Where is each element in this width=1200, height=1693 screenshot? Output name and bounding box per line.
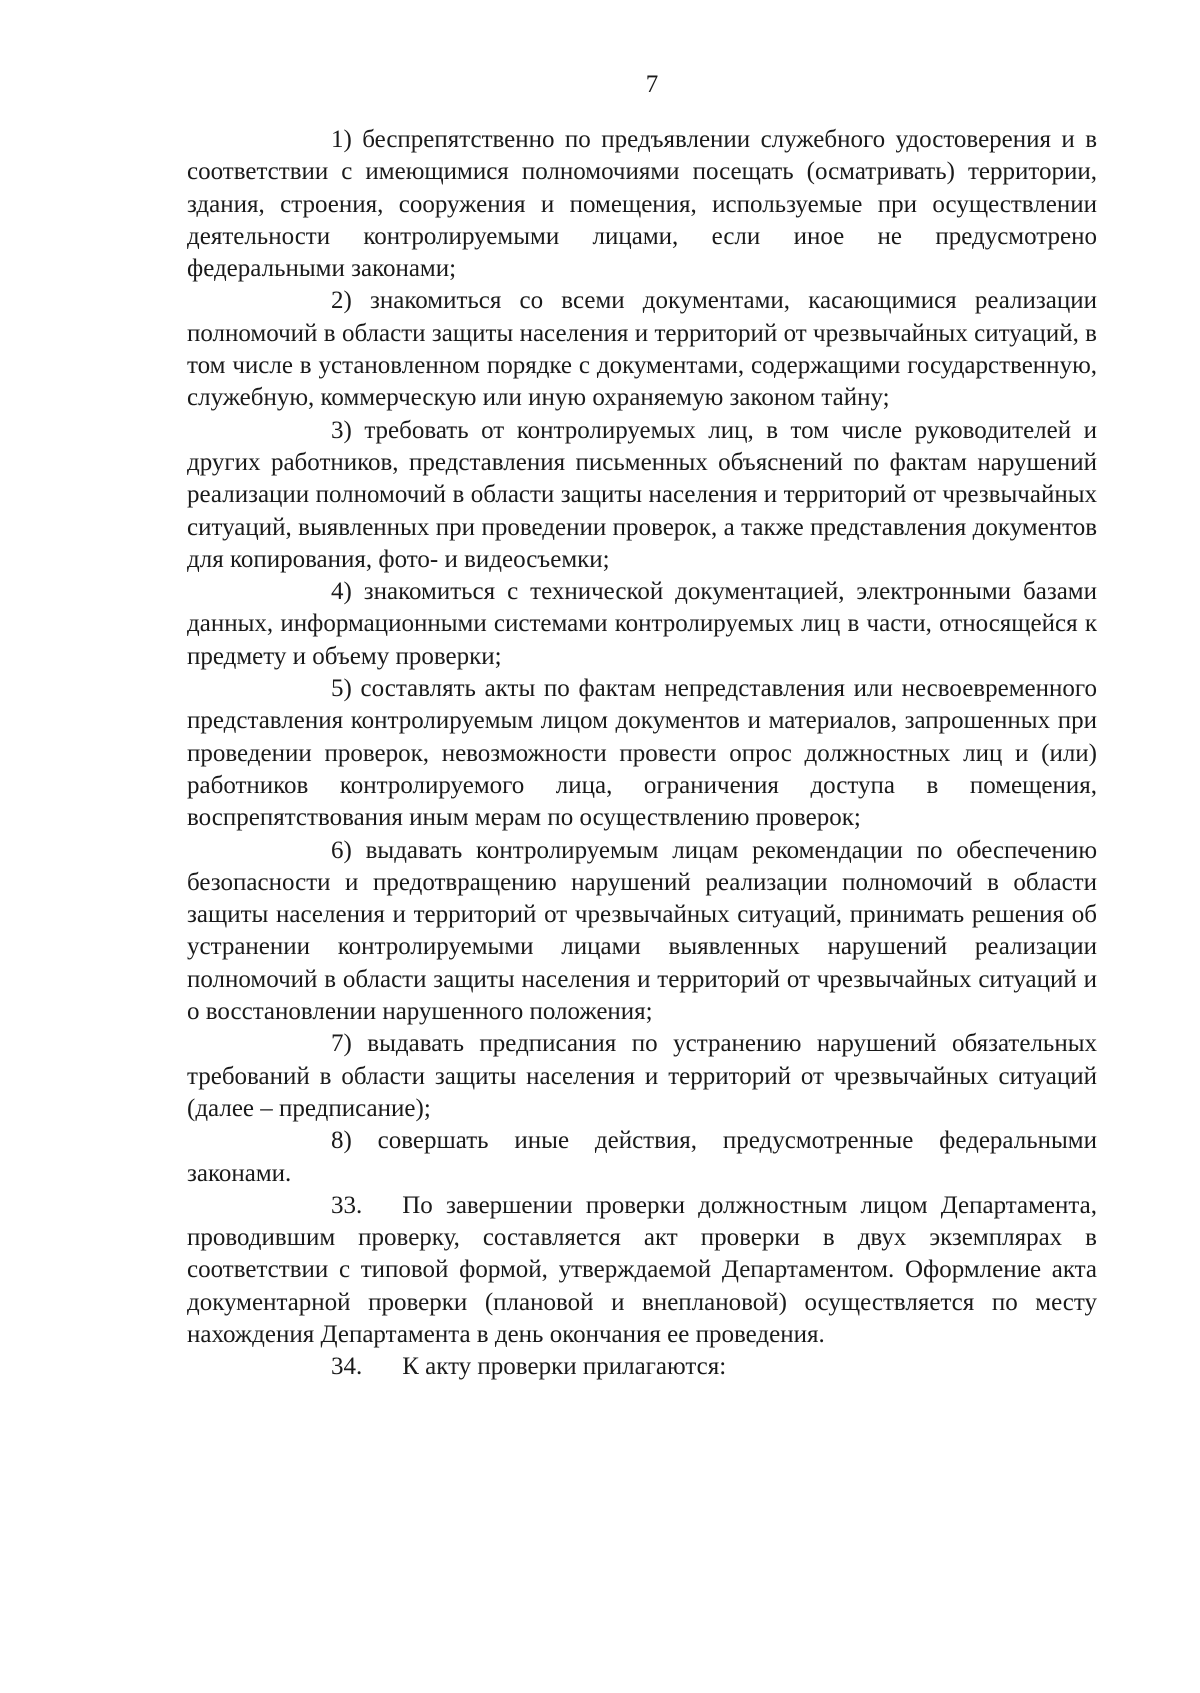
paragraph-number: 6) <box>331 836 352 864</box>
paragraph-number: 1) <box>331 126 352 153</box>
paragraph-item-5 <box>187 673 1097 834</box>
paragraph-item-1 <box>187 124 1097 285</box>
clause-number: 34. <box>331 1353 363 1381</box>
paragraph-item-4 <box>187 576 1097 673</box>
clause-text: По завершении проверки должностным лицом Департамента, проводившим проверку, составляется акт проверки в двух экземплярах в соответствии с типовой формой, утверждаемой Департаментом. Оформление акта документарной проверки (плановой и внеплановой) осуществляется по месту нахождения Департамента в день окончания ее проведения. <box>187 1191 1097 1348</box>
paragraph-text: выдавать предписания по устранению нарушений обязательных требований в области защиты населения и территорий от чрезвычайных ситуаций (далее – предписание); <box>187 1030 1097 1122</box>
clause-text: К акту проверки прилагаются: <box>402 1353 727 1381</box>
paragraph-item-7 <box>187 1028 1097 1125</box>
paragraph-item-6 <box>187 835 1097 1029</box>
document-body <box>187 124 1097 1384</box>
paragraph-item-8 <box>187 1125 1097 1190</box>
paragraph-item-2 <box>187 285 1097 414</box>
clause-33 <box>187 1190 1097 1351</box>
paragraph-number: 8) <box>331 1127 352 1155</box>
paragraph-text: составлять акты по фактам непредставления или несвоевременного представления контролируемым лицом документов и материалов, запрошенных при проведении проверок, невозможности провести опрос должностных лиц и (или) работников контролируемого лица, ограничения доступа в помещения, воспрепятствования иным мерам по осуществлению проверок; <box>187 675 1097 832</box>
page-number: 7 <box>645 71 659 98</box>
clause-34 <box>187 1351 1097 1383</box>
paragraph-text: совершать иные действия, предусмотренные федеральными законами. <box>187 1127 1097 1187</box>
paragraph-text: требовать от контролируемых лиц, в том числе руководителей и других работников, представления письменных объяснений по фактам нарушений реализации полномочий в области защиты населения и территорий от чрезвычайных ситуаций, выявленных при проведении проверок, а также представления документов для копирования, фото- и видеосъемки; <box>187 416 1098 573</box>
paragraph-number: 4) <box>331 578 352 606</box>
paragraph-number: 2) <box>331 287 352 315</box>
paragraph-number: 7) <box>331 1030 352 1058</box>
paragraph-text: знакомиться с технической документацией, электронными базами данных, информационными системами контролируемых лиц в части, относящейся к предмету и объему проверки; <box>187 578 1097 670</box>
paragraph-text: беспрепятственно по предъявлении служебного удостоверения и в соответствии с имеющимися полномочиями посещать (осматривать) территории, здания, строения, сооружения и помещения, используемые при осуществлении деятельности контролируемыми лицами, если иное не предусмотрено федеральными законами; <box>187 126 1097 283</box>
clause-number: 33. <box>331 1191 363 1219</box>
paragraph-number: 3) <box>331 416 352 444</box>
paragraph-item-3 <box>187 415 1097 576</box>
paragraph-number: 5) <box>331 675 352 703</box>
paragraph-text: выдавать контролируемым лицам рекомендации по обеспечению безопасности и предотвращению нарушений реализации полномочий в области защиты населения и территорий от чрезвычайных ситуаций, принимать решения об устранении контролируемыми лицами выявленных нарушений реализации полномочий в области защиты населения и территорий от чрезвычайных ситуаций и о восстановлении нарушенного положения; <box>187 836 1097 1026</box>
paragraph-text: знакомиться со всеми документами, касающимися реализации полномочий в области защиты населения и территорий от чрезвычайных ситуаций, в том числе в установленном порядке с документами, содержащими государственную, служебную, коммерческую или иную охраняемую законом тайну; <box>187 287 1098 412</box>
